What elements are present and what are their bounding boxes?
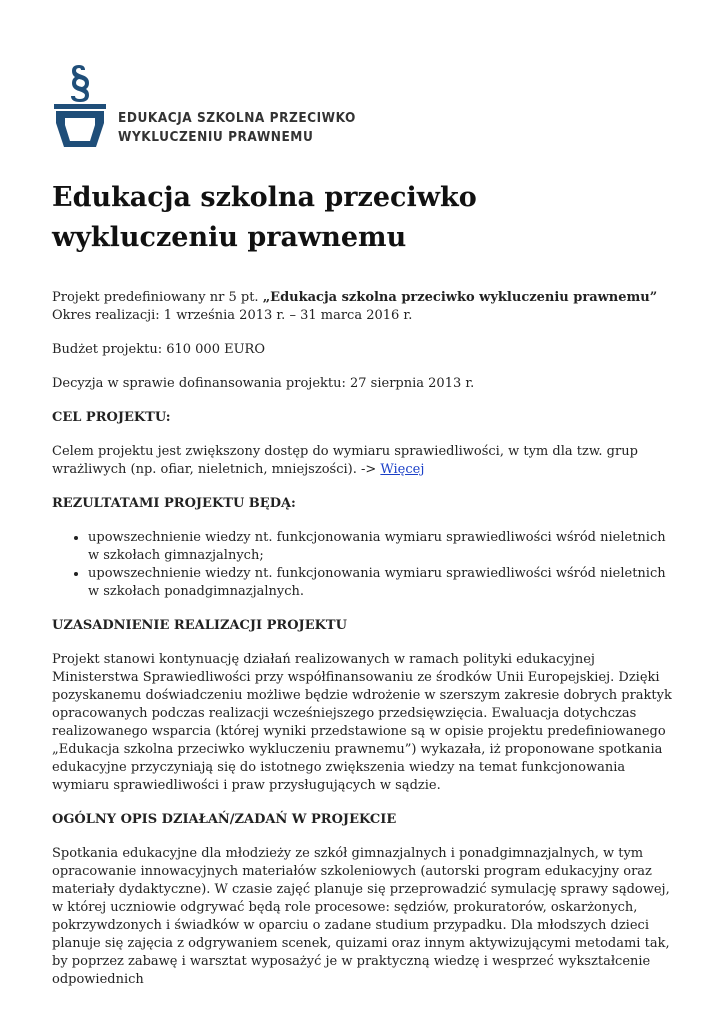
paragraph-sign-pedestal-icon <box>52 63 112 153</box>
article-content <box>52 289 677 1005</box>
budget-text: Budżet projektu: 610 000 EURO <box>52 342 266 357</box>
logo-line-2: WYKLUCZENIU PRAWNEMU <box>118 129 314 145</box>
justification-text: Projekt stanowi kontynuację działań realizowanych w ramach polityki edukacyjnej Ministerstwa Sprawiedliwości przy współfinansowaniu ze środków Unii Europejskiej. Dzięki pozyskanemu doświadczeniu możliwe będzie wdrożenie w szerszym zakresie dobrych praktyk opracowanych podczas realizacji wcześniejszego przedsięwzięcia. Ewaluacja dotychczas realizowanego wsparcia (której wyniki przedstawione są w opisie projektu predefiniowanego „Edukacja szkolna przeciwko wykluczeniu prawnemu”) wykazała, iż proponowane spotkania edukacyjne przyczyniają się do istotnego zwiększenia wiedzy na temat funkcjonowania wymiaru sprawiedliwości i praw przysługujących w sądzie. <box>52 652 672 793</box>
results-heading: REZULTATAMI PROJEKTU BĘDĄ: <box>52 496 296 511</box>
logo <box>52 63 356 153</box>
results-list <box>52 529 677 601</box>
page-title: Edukacja szkolna przeciwko wykluczeniu prawnemu <box>52 182 477 253</box>
project-period: Okres realizacji: 1 września 2013 r. – 31 marca 2016 r. <box>52 308 413 323</box>
project-name: „Edukacja szkolna przeciwko wykluczeniu prawnemu” <box>262 290 658 305</box>
justification-heading: UZASADNIENIE REALIZACJI PROJEKTU <box>52 618 347 633</box>
description-text: Spotkania edukacyjne dla młodzieży ze szkół gimnazjalnych i ponadgimnazjalnych, w tym opracowanie innowacyjnych materiałów szkoleniowych (autorski program edukacyjny oraz materiały dydaktyczne). W czasie zajęć planuje się przeprowadzić symulację sprawy sądowej, w której uczniowie odgrywać będą role procesowe: sędziów, prokuratorów, oskarżonych, pokrzywdzonych i świadków w oparciu o zadane studium przypadku. Dla młodszych dzieci planuje się zajęcia z odgrywaniem scenek, quizami oraz innym aktywizującymi metodami tak, by poprzez zabawę i warsztat wyposażyć je w praktyczną wiedzę i wesprzeć wykształcenie odpowiednich <box>52 846 670 987</box>
decision-text: Decyzja w sprawie dofinansowania projektu: 27 sierpnia 2013 r. <box>52 376 475 391</box>
goal-text: Celem projektu jest zwiększony dostęp do wymiaru sprawiedliwości, w tym dla tzw. grup wrażliwych (np. ofiar, nieletnich, mniejszości). -> <box>52 444 638 477</box>
goal-heading: CEL PROJEKTU: <box>52 410 171 425</box>
list-item: • upowszechnienie wiedzy nt. funkcjonowania wymiaru sprawiedliwości wśród nieletnich w szkołach gimnazjalnych; <box>88 529 677 565</box>
goal-paragraph <box>52 443 677 479</box>
logo-text <box>118 109 382 147</box>
intro-prefix: Projekt predefiniowany nr 5 pt. <box>52 290 263 305</box>
more-link[interactable]: Więcej <box>380 462 425 477</box>
description-heading: OGÓLNY OPIS DZIAŁAŃ/ZADAŃ W PROJEKCIE <box>52 812 397 827</box>
list-item: • upowszechnienie wiedzy nt. funkcjonowania wymiaru sprawiedliwości wśród nieletnich w szkołach ponadgimnazjalnych. <box>88 565 677 601</box>
intro-paragraph <box>52 289 677 325</box>
logo-line-1: EDUKACJA SZKOLNA PRZECIWKO <box>118 110 356 126</box>
